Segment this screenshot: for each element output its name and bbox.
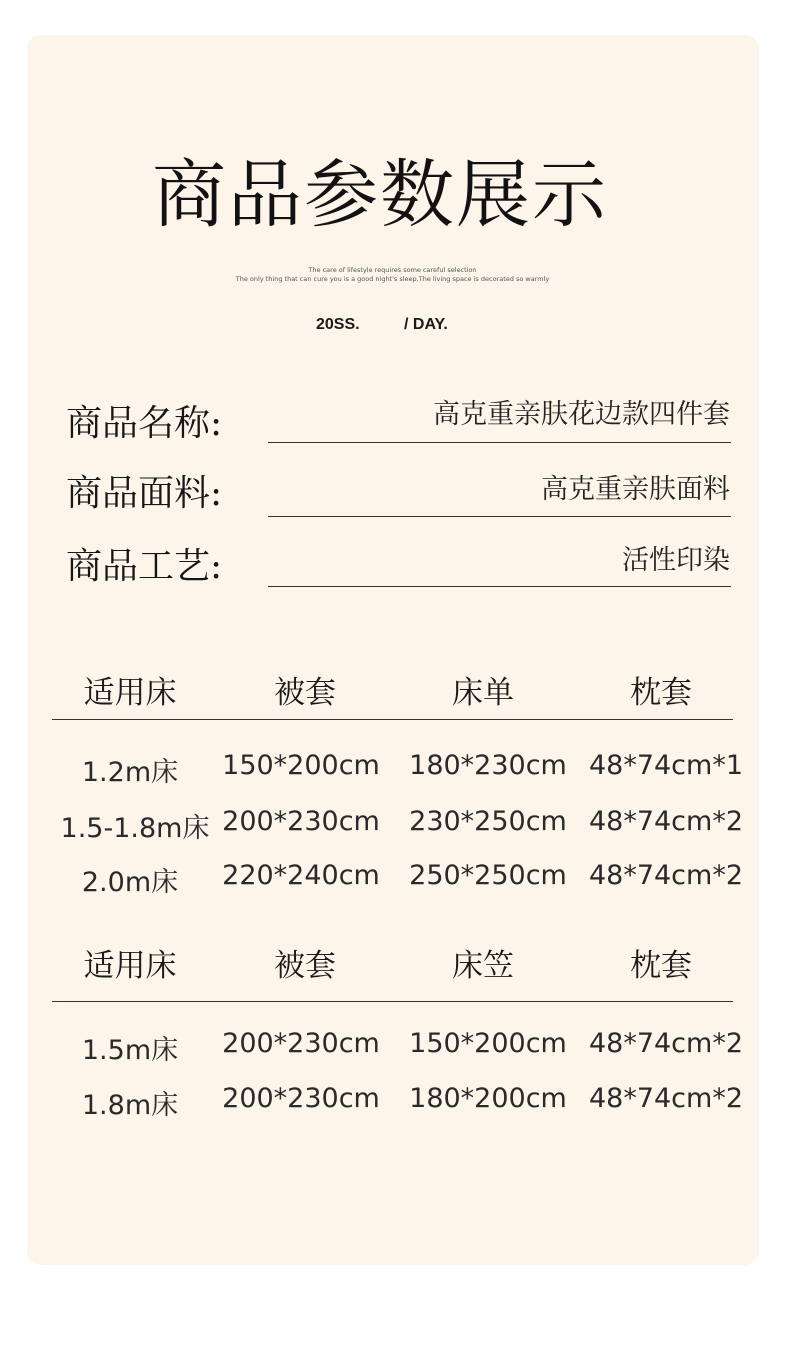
table-cell: 200*230cm: [222, 806, 380, 837]
table-cell: 1.8m床: [81, 1090, 179, 1121]
table2-header-fitted-sheet: 床笠: [452, 948, 514, 984]
spec-underline: [268, 442, 731, 443]
table-cell: 1.5m床: [81, 1035, 179, 1066]
table-cell: 1.5-1.8m床: [60, 813, 210, 844]
table1-header-sheet: 床单: [452, 675, 514, 711]
table-cell: 48*74cm*1: [588, 750, 744, 781]
spec-label-name: 商品名称:: [66, 403, 223, 444]
table-cell: 220*240cm: [222, 860, 380, 891]
table-cell: 230*250cm: [409, 806, 567, 837]
spec-underline: [268, 516, 731, 517]
table-cell: 250*250cm: [409, 860, 567, 891]
table-cell: 48*74cm*2: [588, 1028, 744, 1059]
table1-header-pillowcase: 枕套: [630, 675, 692, 711]
table2-header-duvet: 被套: [274, 948, 336, 984]
spec-value-name: 高克重亲肤花边款四件套: [433, 399, 730, 430]
table1-header-bed: 适用床: [83, 675, 177, 711]
page-title: 商品参数展示: [152, 152, 608, 238]
spec-label-fabric: 商品面料:: [66, 473, 223, 514]
table-cell: 150*200cm: [409, 1028, 567, 1059]
spec-underline: [268, 586, 731, 587]
table-cell: 1.2m床: [81, 757, 179, 788]
spec-label-craft: 商品工艺:: [66, 546, 223, 587]
table2-header-bed: 适用床: [83, 948, 177, 984]
table-cell: 180*230cm: [409, 750, 567, 781]
table-cell: 200*230cm: [222, 1083, 380, 1114]
table-cell: 48*74cm*2: [588, 860, 744, 891]
spec-value-fabric: 高克重亲肤面料: [541, 474, 730, 505]
table1-header-duvet: 被套: [274, 675, 336, 711]
spec-value-craft: 活性印染: [622, 545, 730, 576]
table-cell: 48*74cm*2: [588, 1083, 744, 1114]
table-cell: 48*74cm*2: [588, 806, 744, 837]
day-label: / DAY.: [404, 316, 448, 333]
table-cell: 150*200cm: [222, 750, 380, 781]
table1-divider: [52, 719, 733, 720]
table-cell: 180*200cm: [409, 1083, 567, 1114]
tagline-line-2: The only thing that can cure you is a good night's sleep,The living space is decorated so warmly: [235, 275, 550, 283]
table-cell: 2.0m床: [81, 867, 179, 898]
table-cell: 200*230cm: [222, 1028, 380, 1059]
table2-header-pillowcase: 枕套: [630, 948, 692, 984]
table2-divider: [52, 1001, 733, 1002]
tagline-line-1: The care of lifestyle requires some careful selection: [308, 266, 477, 274]
season-label: 20SS.: [316, 316, 360, 333]
